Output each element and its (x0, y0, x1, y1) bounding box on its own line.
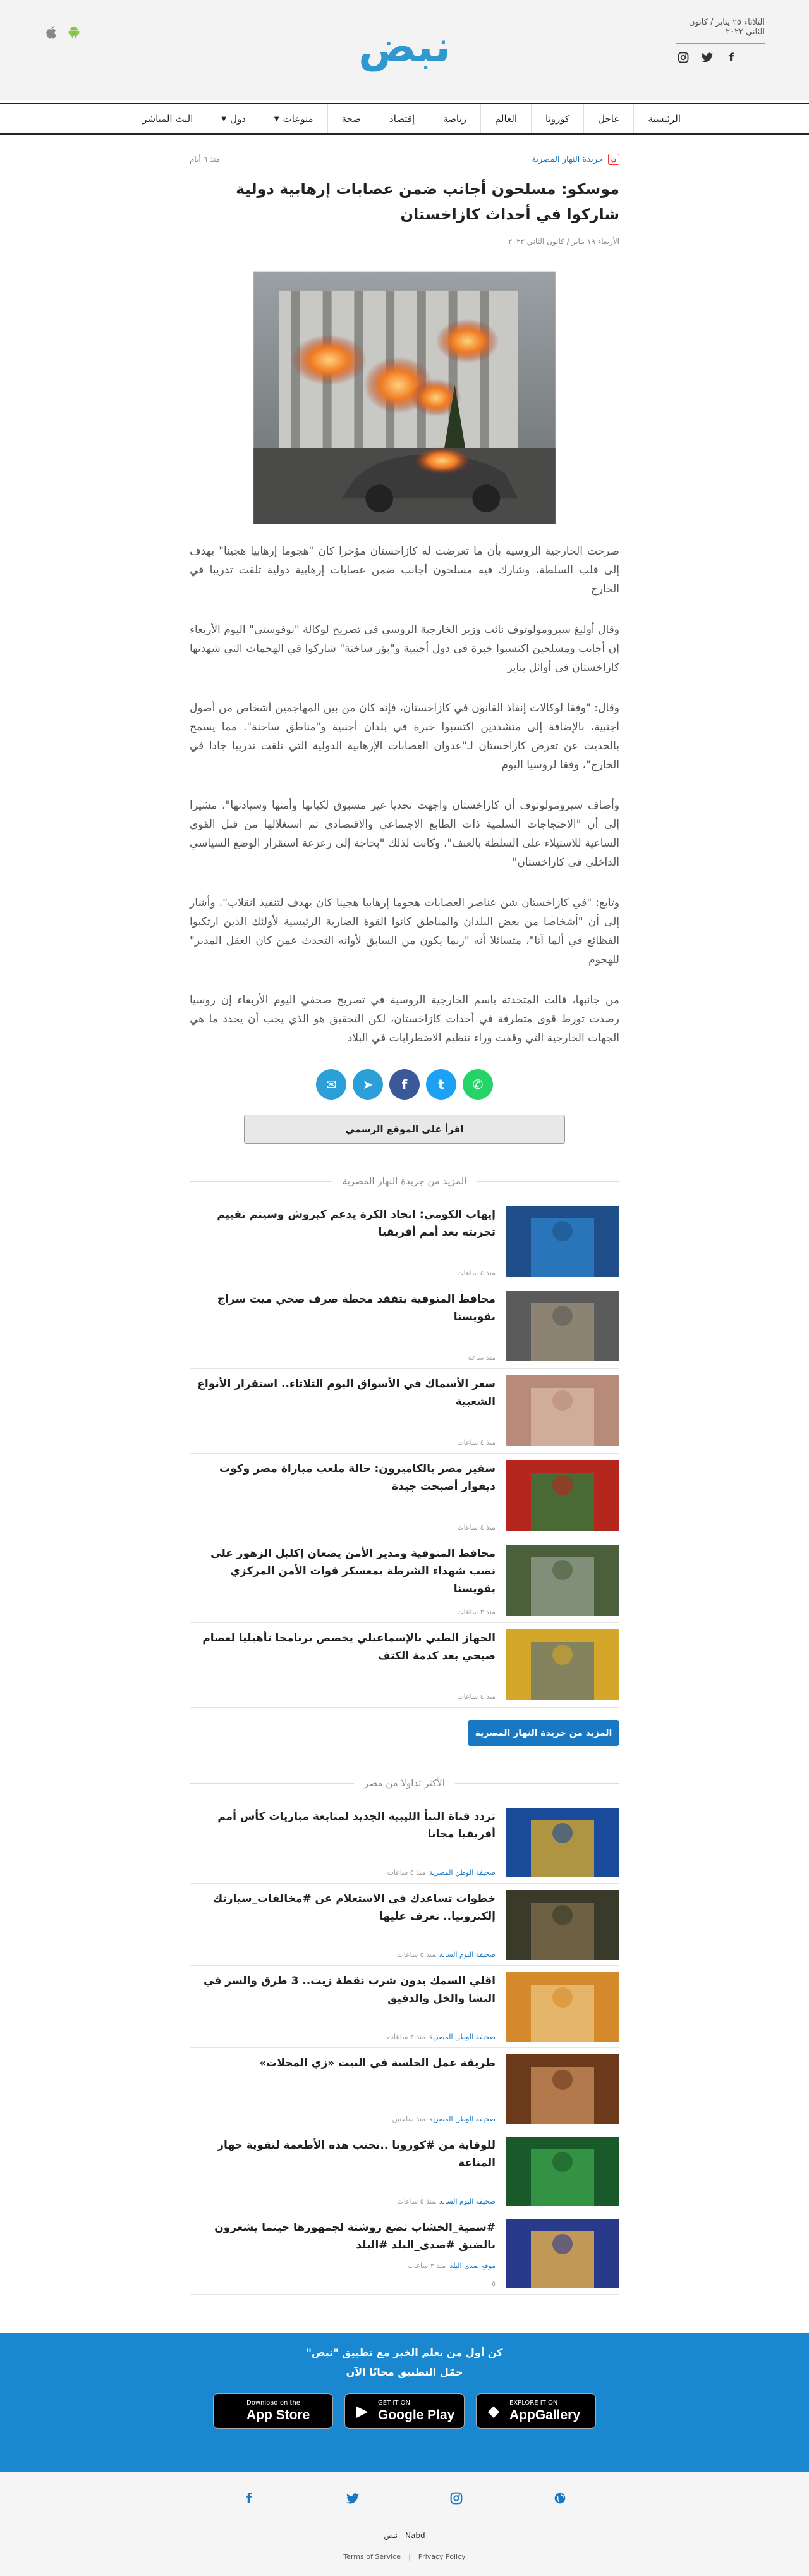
nav-home[interactable]: الرئيسية (633, 104, 695, 133)
news-time: منذ ٣ ساعات (457, 1608, 496, 1616)
news-source[interactable]: موقع صدى البلد (449, 2261, 496, 2270)
nav-economy[interactable]: إقتصاد (375, 104, 429, 133)
news-thumbnail (506, 1206, 619, 1277)
news-title: محافظ المنوفية ومدير الأمن يضعان إكليل الزهور على نصب شهداء الشرطة بمعسكر قوات الأمن المركزي بقويسنا (210, 1547, 496, 1595)
site-footer (0, 2472, 809, 2576)
list-item[interactable] (190, 2048, 619, 2130)
nav-misc-label: منوعات (283, 113, 313, 125)
news-thumbnail (506, 1890, 619, 1960)
google-play-icon: ▶ (356, 2402, 368, 2420)
comment-count[interactable]: ٥ (492, 2279, 496, 2288)
news-thumbnail (506, 1375, 619, 1446)
app-banner-line2: حمّل التطبيق مجانًا الآن (346, 2366, 463, 2378)
news-thumbnail (506, 2137, 619, 2206)
whatsapp-icon: ✆ (472, 1077, 484, 1092)
store-name-label: Google Play (378, 2408, 455, 2422)
article-paragraph: وتابع: "في كازاخستان شن عناصر العصابات هجوما إرهابيا هجينا كان يهدف لتنفيذ انقلاب". وأشار إلى أن "أشخاصا من بعض البلدان والمناطق كانوا القوة الضاربة الرئيسية لأولئك الذين ارتكبوا الفظائع في ألما آتا"، متسائلا أنه "ربما يكون من السابق لأوانه التحدث عمن كان العقل المدبر" للهجوم (190, 897, 619, 966)
article-main-image (253, 271, 556, 524)
article-time-ago: منذ ٦ أيام (190, 155, 221, 164)
news-source[interactable]: صحيفة الوطن المصرية (429, 1868, 496, 1877)
news-thumbnail (506, 1460, 619, 1531)
twitter-icon[interactable] (345, 2491, 360, 2506)
app-store-button[interactable] (213, 2393, 333, 2429)
nav-urgent[interactable]: عاجل (583, 104, 633, 133)
footer-social-icons (0, 2491, 809, 2506)
more-from-source-button[interactable]: المزيد من جريدة النهار المصرية (468, 1720, 619, 1746)
news-title: سفير مصر بالكاميرون: حالة ملعب مباراة مصر وكوت ديفوار أصبحت جيدة (219, 1463, 496, 1493)
news-time: منذ ٤ ساعات (457, 1693, 496, 1701)
header-date: الثلاثاء ٢٥ يناير / كانون الثاني ٢٠٢٢ (676, 18, 765, 44)
footer-brand: Nabd - نبض (384, 2531, 425, 2540)
whatsapp-share-button[interactable] (463, 1069, 493, 1100)
store-small-label: GET IT ON (378, 2400, 410, 2407)
site-logo[interactable] (341, 22, 468, 73)
nav-world[interactable]: العالم (480, 104, 531, 133)
article-paragraph: وقال أوليغ سيرومولوتوف نائب وزير الخارجية الروسي في تصريح لوكالة "نوفوستي" اليوم الأربعاء إن أجانب ومسلحين اكتسبوا خبرة في دول أجنبية و"بؤر ساخنة" شاركوا في الهجمات التي شهدتها كازاخستان في أوائل يناير (190, 623, 619, 674)
nav-corona[interactable]: كورونا (531, 104, 583, 133)
news-title: للوقاية من #كورونا ..تجنب هذه الأطعمة لتقوية جهاز المناعة (217, 2139, 496, 2169)
news-title: اقلي السمك بدون شرب نقطة زيت.. 3 طرق والسر في النشا والخل والدقيق (204, 1975, 496, 2005)
app-gallery-button[interactable] (476, 2393, 596, 2429)
nav-health[interactable]: صحة (327, 104, 375, 133)
article-paragraph: وقال: "وفقا لوكالات إنفاذ القانون في كازاخستان، فإنه كان من بين المهاجمين أشخاص من أصول أجنبية، بالإضافة إلى متشددين اكتسبوا خبرة في بلدان أجنبية و"مناطق ساخنة". مما يسمح بالحديث عن تعرض كازاخستان لـ"عدوان العصابات الإرهابية الدولية التي تلقت تدريبا جادا في الخارج"، وفقا لروسيا اليوم (190, 702, 619, 771)
android-icon[interactable] (67, 25, 81, 39)
terms-link[interactable]: Terms of Service (343, 2553, 401, 2561)
nav-sports[interactable]: رياضة (429, 104, 480, 133)
list-item[interactable] (190, 1284, 619, 1369)
article-source-row (190, 154, 619, 165)
news-time: منذ ٣ ساعات (387, 2033, 426, 2041)
store-small-label: Download on the (246, 2400, 300, 2407)
news-time: منذ ٥ ساعات (397, 2197, 436, 2205)
app-banner-line1: كن أول من يعلم الخبر مع تطبيق "نبض" (306, 2346, 503, 2358)
chevron-down-icon: ▼ (274, 115, 279, 123)
twitter-share-button[interactable] (426, 1069, 456, 1100)
news-time: منذ ٤ ساعات (457, 1438, 496, 1447)
app-icons (44, 25, 81, 39)
trending-heading: الأكثر تداولا من مصر (364, 1777, 445, 1789)
more-from-source-list (190, 1199, 619, 1708)
news-time: منذ ساعة (468, 1354, 496, 1362)
email-share-button[interactable] (316, 1069, 346, 1100)
news-title: تردد قناة النبأ الليبية الجديد لمتابعة مباريات كأس أمم أفريقيا مجانا (217, 1810, 496, 1841)
news-source[interactable]: صحيفة اليوم السابع (439, 2197, 496, 2205)
nav-countries-dropdown[interactable] (207, 104, 260, 133)
facebook-icon[interactable]: f (246, 2491, 252, 2506)
instagram-icon[interactable] (676, 51, 690, 64)
article-source-name: جريدة النهار المصرية (532, 154, 603, 164)
more-from-source-heading: المزيد من جريدة النهار المصرية (342, 1175, 467, 1187)
article-date: الأربعاء ١٩ يناير / كانون الثاني ٢٠٢٢ (508, 237, 619, 246)
store-name-label: AppGallery (509, 2408, 581, 2422)
news-title: طريقة عمل الجلسة في البيت «زي المحلات» (259, 2057, 496, 2070)
article-paragraph: وأضاف سيرومولوتوف أن كازاخستان واجهت تحديا غير مسبوق لكيانها وأمنها وسيادتها"، مشيرا إلى أن "الاحتجاجات السلمية ذات الطابع الاجتماعي والاقتصادي تم استغلالها من قبل القوى الساعية للاستيلاء على السلطة بالعنف"، وكانت لذلك "بحاجة إلى زعزعة استقرار الوضع السياسي الداخلي في كازاخستان" (190, 799, 619, 869)
news-thumbnail (506, 1972, 619, 2042)
globe-icon[interactable] (552, 2491, 568, 2506)
privacy-link[interactable]: Privacy Policy (418, 2553, 466, 2561)
more-from-source-title (190, 1175, 619, 1187)
news-title: محافظ المنوفية يتفقد محطة صرف صحي ميت سراج بقويسنا (217, 1293, 496, 1323)
trending-list (190, 1801, 619, 2295)
news-thumbnail (506, 2054, 619, 2124)
telegram-icon: ➤ (362, 1077, 374, 1092)
apple-icon[interactable] (44, 25, 58, 39)
chevron-down-icon: ▼ (221, 115, 227, 123)
news-title: خطوات تساعدك في الاستعلام عن #مخالفات_سيارتك إلكترونيا.. تعرف عليها (212, 1892, 496, 1923)
store-small-label: EXPLORE IT ON (509, 2400, 558, 2407)
list-item[interactable] (190, 2130, 619, 2212)
article-source[interactable] (532, 154, 619, 165)
app-download-banner (0, 2333, 809, 2472)
store-name-label: App Store (246, 2408, 310, 2422)
facebook-share-button[interactable] (389, 1069, 420, 1100)
news-time: منذ ٣ ساعات (407, 2261, 446, 2270)
news-source[interactable]: صحيفة اليوم السابع (439, 1951, 496, 1959)
news-title: #سمية_الخشاب تضع روشتة لجمهورها حينما يشعرون بالضيق #صدى_البلد #البلد (214, 2221, 496, 2252)
news-title: سعر الأسماك في الأسواق اليوم الثلاثاء.. استقرار الأنواع الشعبية (197, 1378, 496, 1408)
news-title: إيهاب الكومي: اتحاد الكرة يدعم كيروش وسيتم تقييم تجربته بعد أمم أفريقيا (217, 1208, 496, 1239)
news-thumbnail (506, 1291, 619, 1361)
main-nav (0, 103, 809, 135)
app-store-icon (221, 2401, 240, 2420)
news-source[interactable]: صحيفة الوطن المصرية (429, 2115, 496, 2123)
logo-text: نبض (358, 22, 451, 72)
list-item[interactable] (190, 2212, 619, 2295)
facebook-icon: f (401, 1077, 408, 1092)
facebook-icon[interactable]: f (729, 51, 734, 64)
news-time: منذ ٥ ساعات (397, 1951, 436, 1959)
news-thumbnail (506, 2219, 619, 2288)
news-time: منذ ٤ ساعات (457, 1523, 496, 1531)
header-date-social (676, 18, 765, 64)
news-time: منذ ٤ ساعات (457, 1269, 496, 1277)
share-buttons (190, 1069, 619, 1100)
list-item[interactable] (190, 1454, 619, 1538)
article (190, 135, 619, 2295)
news-thumbnail (506, 1808, 619, 1877)
store-buttons (213, 2393, 596, 2429)
article-paragraph: من جانبها، قالت المتحدثة باسم الخارجية الروسية في تصريح صحفي اليوم الأربعاء إن روسيا رصدت تورط قوى متطرفة في أحداث كازاخستان، لكن التحقيق هو الذي يجب أن يحدد ما هي الجهات الخارجية التي وقفت وراء تنظيم الاضطرابات في البلاد (190, 994, 619, 1045)
news-source[interactable]: صحيفة الوطن المصرية (429, 2033, 496, 2041)
nav-countries-label: دول (230, 113, 246, 125)
google-play-button[interactable] (344, 2393, 465, 2429)
footer-separator: | (408, 2553, 411, 2561)
header-social-row (676, 51, 765, 64)
news-thumbnail (506, 1629, 619, 1700)
twitter-icon[interactable] (700, 51, 714, 64)
news-time: منذ ٥ ساعات (387, 1868, 426, 1877)
list-item[interactable] (190, 1369, 619, 1454)
article-paragraph: صرحت الخارجية الروسية بأن ما تعرضت له كازاخستان مؤخرا كان "هجوما إرهابيا هجينا" يهدف إلى قلب السلطة، وشارك فيه مسلحون أجانب ضمن عصابات إرهابية دولية تلقت تدريبا في الخارج (190, 545, 619, 596)
list-item[interactable] (190, 1623, 619, 1708)
article-body (190, 542, 619, 1048)
trending-title (190, 1777, 619, 1789)
list-item[interactable] (190, 1801, 619, 1884)
list-item[interactable] (190, 1538, 619, 1623)
footer-links (0, 2553, 809, 2561)
read-official-button[interactable]: اقرأ على الموقع الرسمي (244, 1115, 565, 1144)
instagram-icon[interactable] (449, 2491, 464, 2506)
twitter-icon: t (438, 1077, 444, 1092)
app-gallery-icon: ◆ (487, 2402, 500, 2420)
news-title: الجهاز الطبي بالإسماعيلي يخصص برنامجا تأهيليا لعصام صبحي بعد كدمة الكتف (202, 1632, 496, 1662)
source-logo-icon: ن (608, 154, 619, 165)
nav-live[interactable]: البث المباشر (128, 104, 207, 133)
nav-misc-dropdown[interactable] (260, 104, 327, 133)
list-item[interactable] (190, 1966, 619, 2048)
article-title: موسكو: مسلحون أجانب ضمن عصابات إرهابية دولية شاركوا في أحداث كازاخستان (236, 180, 619, 223)
site-header (0, 0, 809, 100)
email-icon: ✉ (325, 1077, 337, 1092)
telegram-share-button[interactable] (353, 1069, 383, 1100)
news-time: منذ ساعتين (392, 2115, 426, 2123)
news-thumbnail (506, 1545, 619, 1616)
list-item[interactable] (190, 1884, 619, 1966)
list-item[interactable] (190, 1199, 619, 1284)
